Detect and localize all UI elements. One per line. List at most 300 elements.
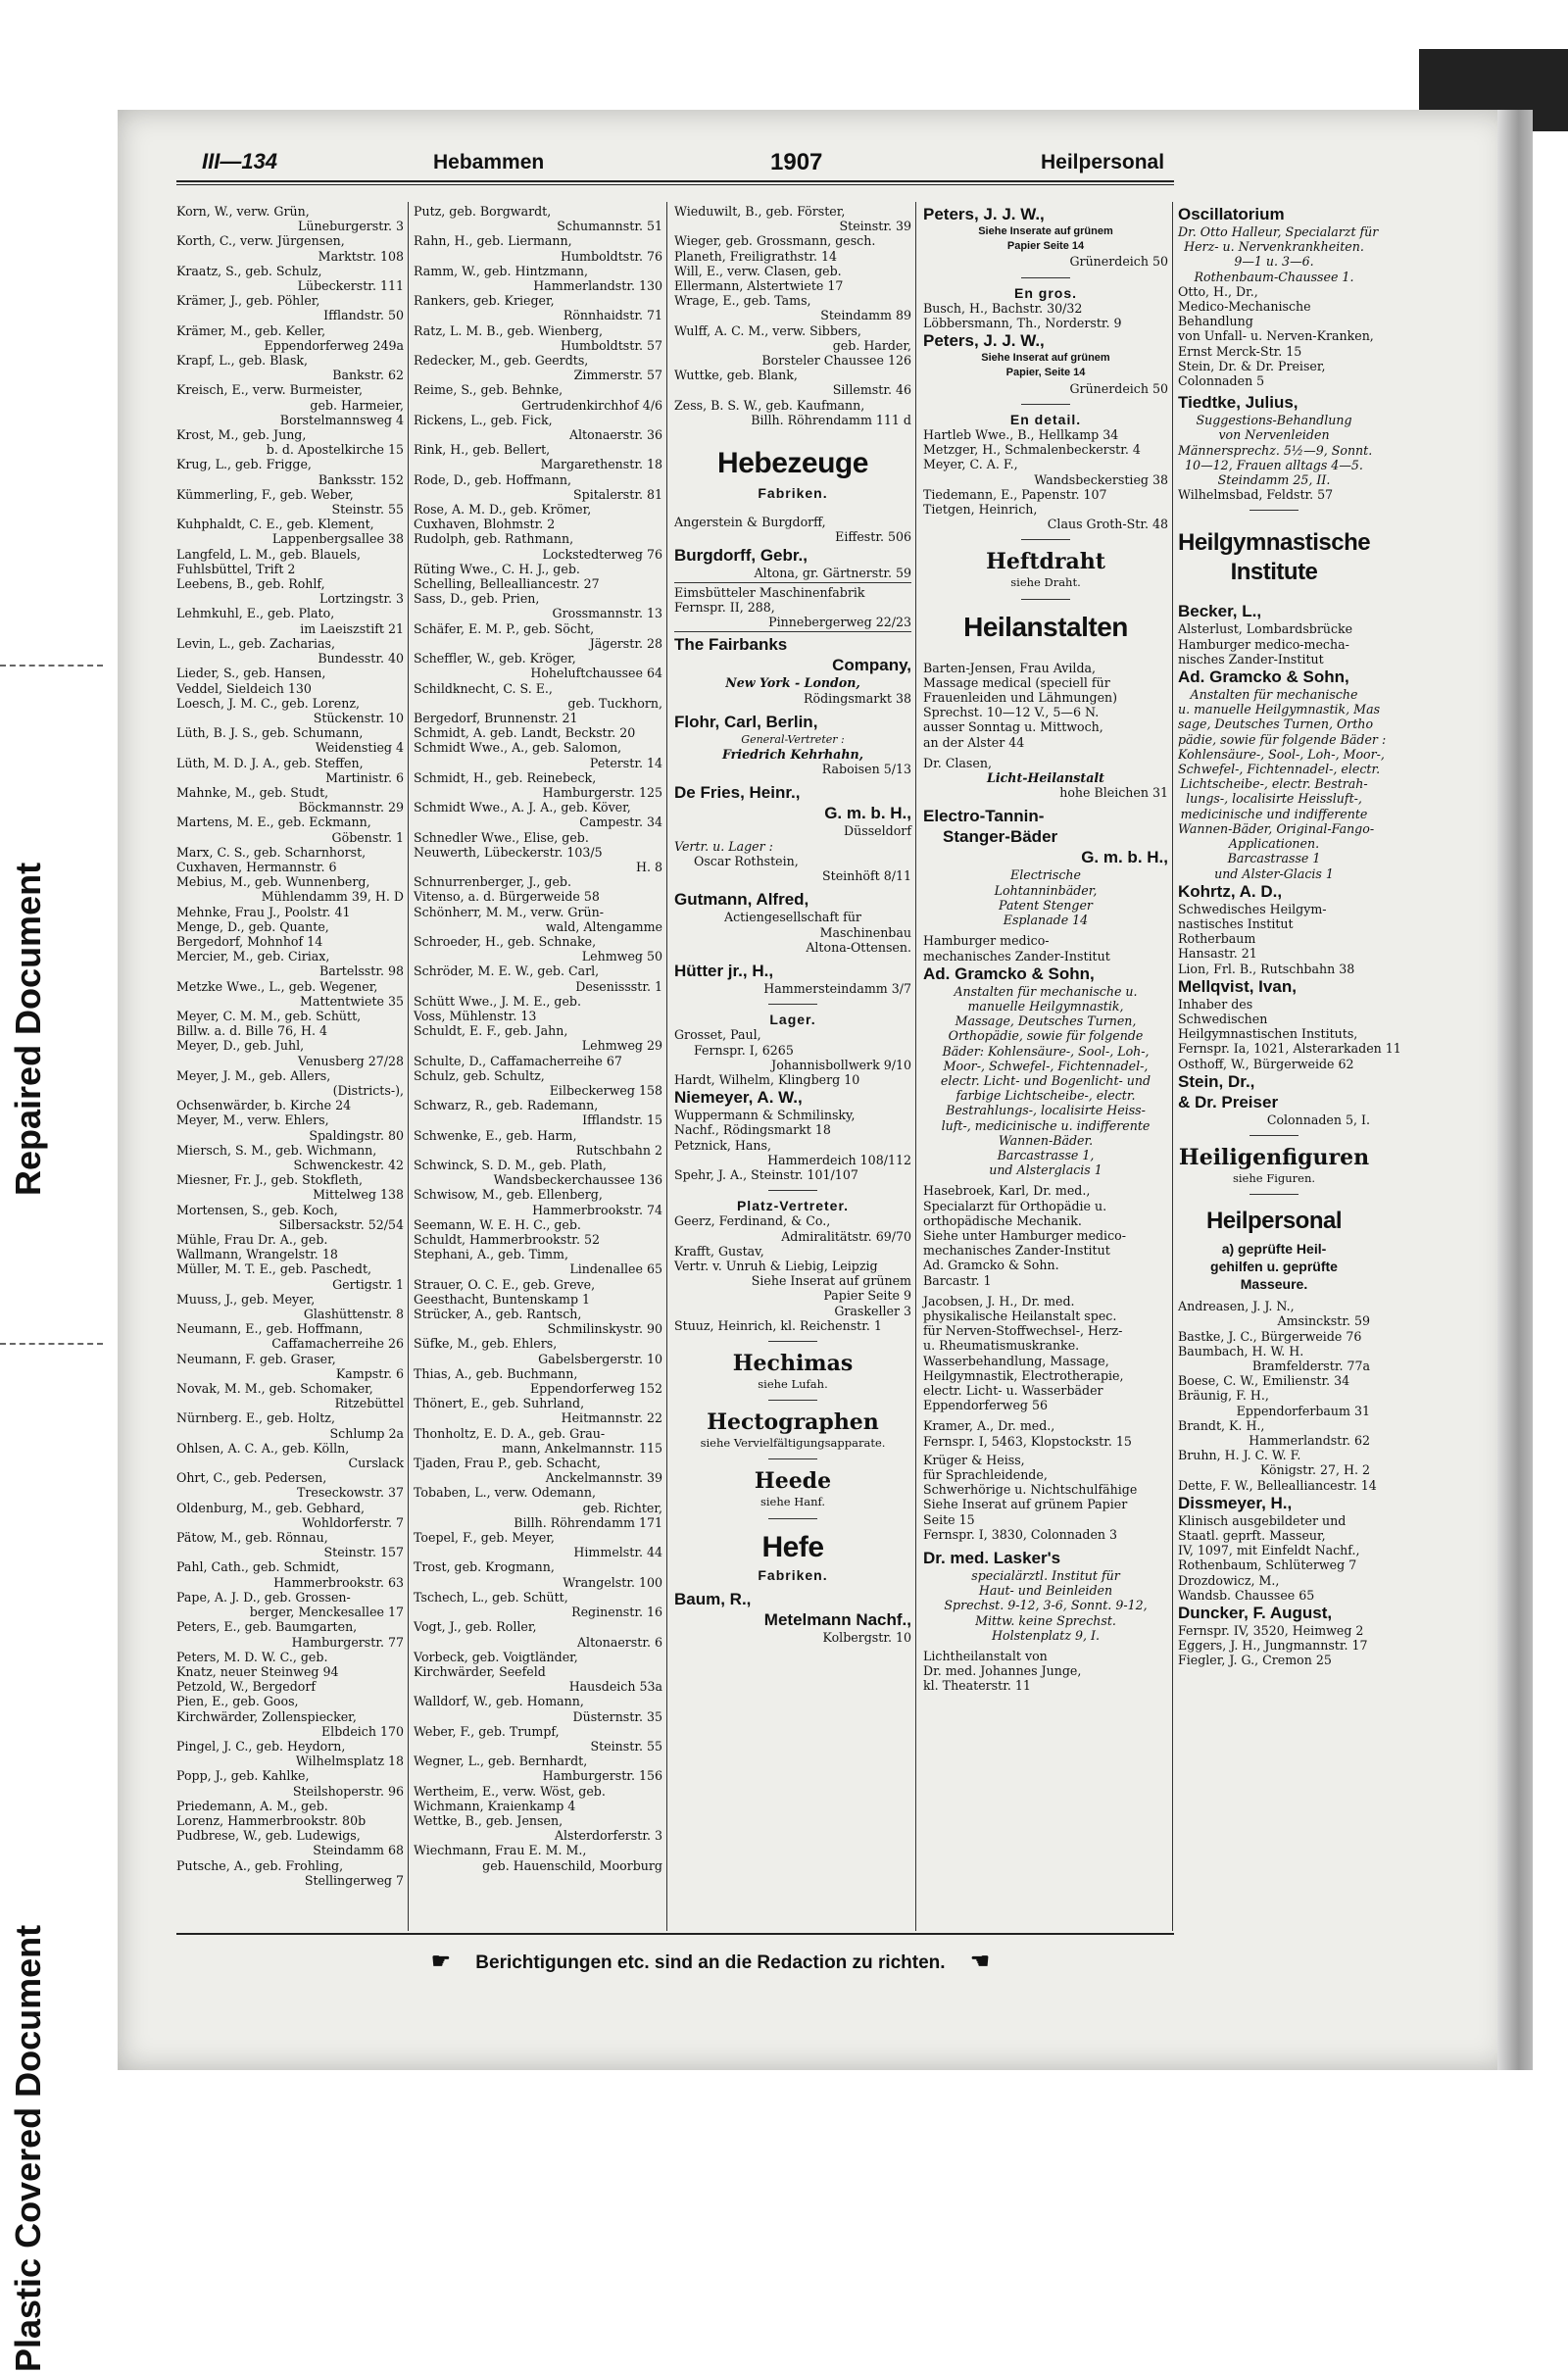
directory-line: Humboldtstr. 76: [560, 248, 662, 264]
header-rule: [176, 180, 1174, 182]
fold-dash-line: [0, 665, 103, 667]
jacobsen-line: Eppendorferweg 56: [923, 1398, 1049, 1413]
masseure-entry: Brandt, K. H.,: [1178, 1417, 1265, 1433]
gramcko-line: farbige Lichtscheibe-, electr.: [956, 1088, 1136, 1104]
directory-line: berger, Menckesallee 17: [249, 1605, 404, 1620]
directory-line: Schäfer, E. M. P., geb. Söcht,: [414, 620, 595, 636]
directory-line: Ramm, W., geb. Hintzmann,: [414, 263, 588, 278]
lager-grosset-addr: Johannisbollwerk 9/10: [771, 1057, 911, 1072]
directory-line: Steinstr. 39: [839, 219, 911, 234]
directory-line: Billh. Röhrendamm 111 d: [751, 412, 911, 427]
directory-line: Neumann, E., geb. Hoffmann,: [176, 1321, 364, 1337]
directory-line: Campestr. 34: [579, 815, 662, 830]
directory-line: Rutschbahn 2: [575, 1142, 662, 1158]
directory-line: Meyer, D., geb. Juhl,: [176, 1038, 305, 1054]
directory-line: Pahl, Cath., geb. Schmidt,: [176, 1559, 340, 1575]
heading-heftdraht: Heftdraht: [986, 549, 1105, 575]
gramcko2-line: Lichtscheibe-, electr. Bestrah-: [1180, 776, 1368, 792]
directory-line: Silbersackstr. 52/54: [278, 1216, 404, 1232]
directory-line: Marx, C. S., geb. Scharnhorst,: [176, 844, 367, 860]
directory-line: Glashüttenstr. 8: [303, 1307, 404, 1322]
detail-lines: [923, 427, 1168, 531]
osc-line: Dr. Otto Halleur, Specialarzt für: [1178, 224, 1379, 239]
directory-line: Priedemann, A. M., geb.: [176, 1798, 328, 1813]
otto-line: Otto, H., Dr.,: [1178, 283, 1258, 299]
directory-line: Krämer, M., geb. Keller,: [176, 322, 326, 338]
kohrtz-line: Lion, Frl. B., Rutschbahn 38: [1178, 961, 1355, 976]
becker-line: Hamburger medico-mecha-: [1178, 636, 1349, 652]
directory-line: wald, Altengamme: [545, 918, 662, 934]
electro-line: Electrische: [1010, 867, 1081, 883]
directory-line: Anckelmannstr. 39: [545, 1470, 662, 1486]
directory-line: Metzke Wwe., L., geb. Wegener,: [176, 978, 378, 994]
directory-line: Steinstr. 55: [590, 1738, 662, 1754]
directory-line: Kirchwärder, Seefeld: [414, 1663, 546, 1679]
entry-mellqvist: Mellqvist, Ivan,: [1178, 976, 1297, 996]
directory-line: Rink, H., geb. Bellert,: [414, 442, 551, 458]
directory-line: Walldorf, W., geb. Homann,: [414, 1694, 584, 1709]
mellqvist-line: Schwedischen: [1178, 1011, 1268, 1026]
directory-line: Kümmerling, F., geb. Weber,: [176, 486, 354, 502]
directory-line: Borstelmannsweg 4: [279, 412, 404, 427]
directory-line: mann, Ankelmannstr. 115: [502, 1440, 662, 1456]
mellqvist-lines: [1178, 996, 1401, 1071]
directory-line: Treseckowstr. 37: [296, 1485, 404, 1501]
heading-hefe: Hefe: [761, 1530, 824, 1563]
entry-defries: De Fries, Heinr.,: [674, 783, 801, 803]
niemeyer-line: Spehr, J. A., Steinstr. 101/107: [674, 1166, 858, 1182]
directory-line: Voss, Mühlenstr. 13: [414, 1008, 537, 1023]
jacobsen-line: physikalische Heilanstalt spec.: [923, 1308, 1117, 1323]
directory-line: Schütt Wwe., J. M. E., geb.: [414, 993, 581, 1009]
lasker-line: specialärztl. Institut für: [971, 1568, 1120, 1584]
duncker-line: Fernspr. IV, 3520, Heimweg 2: [1178, 1623, 1364, 1638]
directory-line: Hammerbrookstr. 74: [532, 1202, 662, 1217]
directory-line: Hammerbrookstr. 63: [273, 1574, 404, 1590]
directory-line: Wegner, L., geb. Bernhardt,: [414, 1754, 588, 1769]
directory-line: Muuss, J., geb. Meyer,: [176, 1291, 316, 1307]
directory-line: Peters, M. D. W. C., geb.: [176, 1649, 328, 1664]
figuren-ref: siehe Figuren.: [1232, 1170, 1316, 1185]
niemeyer-line: Nachf., Rödingsmarkt 18: [674, 1122, 831, 1138]
directory-line: Wandsbeckerchaussee 136: [493, 1172, 662, 1188]
directory-line: Spaldingstr. 80: [309, 1127, 404, 1143]
directory-line: Trost, geb. Krogmann,: [414, 1559, 555, 1575]
directory-line: (Districts-),: [332, 1082, 404, 1098]
header-left-title: Hebammen: [433, 151, 545, 173]
entry-gutmann-l1: Actiengesellschaft für: [724, 910, 861, 925]
directory-line: Mattentwiete 35: [300, 993, 404, 1009]
engros-l2: Löbbersmann, Th., Norderstr. 9: [923, 316, 1122, 331]
gramcko-line: Massage, Deutsches Turnen,: [955, 1013, 1137, 1029]
pointing-hand-right-icon: ☚: [970, 1949, 990, 1973]
clasen-lines: [923, 756, 1168, 801]
heading-heede: Heede: [754, 1468, 832, 1495]
directory-line: Putz, geb. Borgwardt,: [414, 204, 552, 219]
kramer-line: Kramer, A., Dr. med.,: [923, 1418, 1055, 1434]
gramcko2-line: u. manuelle Heilgymnastik, Mas: [1178, 702, 1381, 717]
electro-line: Esplanade 14: [1003, 913, 1089, 928]
platz-line: Admiralitätstr. 69/70: [781, 1228, 911, 1244]
gramcko-lines: [923, 984, 1168, 1178]
directory-line: Marktstr. 108: [318, 248, 404, 264]
duncker-line: Fiegler, J. G., Cremon 25: [1178, 1653, 1332, 1668]
directory-line: Tobaben, L., verw. Odemann,: [414, 1485, 596, 1501]
directory-line: geb. Harmeier,: [310, 397, 404, 413]
directory-line: Steindamm 68: [313, 1843, 404, 1858]
heading-hechimas: Hechimas: [732, 1350, 854, 1376]
directory-line: Hamburgerstr. 125: [542, 784, 662, 800]
directory-line: Thönert, E., geb. Suhrland,: [414, 1396, 585, 1411]
directory-line: Süfke, M., geb. Ehlers,: [414, 1336, 558, 1352]
directory-line: Geesthacht, Buntenskamp 1: [414, 1291, 591, 1307]
directory-line: Kirchwärder, Zollenspiecker,: [176, 1708, 357, 1724]
krueger-line: Krüger & Heiss,: [923, 1452, 1025, 1467]
directory-line: Wilhelmsplatz 18: [295, 1754, 404, 1769]
gramcko2-line: Kohlensäure-, Sool-, Loh-, Moor-,: [1178, 746, 1385, 762]
detail-line: Claus Groth-Str. 48: [1047, 517, 1168, 532]
licht-line: Dr. med. Johannes Junge,: [923, 1663, 1082, 1679]
mellqvist-line: Inhaber des: [1178, 996, 1253, 1012]
directory-line: Gabelsbergerstr. 10: [538, 1351, 662, 1366]
entry-flohr-addr: Raboisen 5/13: [821, 762, 911, 777]
gramcko2-line: Schwefel-, Fichtennadel-, electr.: [1178, 762, 1381, 777]
directory-line: Sillemstr. 46: [832, 382, 911, 398]
page-number: III—134: [202, 149, 278, 173]
barten-line: Massage medical (speciell für: [923, 674, 1110, 690]
directory-line: Stückenstr. 10: [313, 710, 404, 725]
directory-line: Wichmann, Kraienkamp 4: [414, 1798, 576, 1813]
kohrtz-line: Rotherbaum: [1178, 931, 1256, 947]
directory-line: Schmidt Wwe., A. J. A., geb. Köver,: [414, 800, 631, 815]
hasebroek-line: Specialarzt für Orthopädie u.: [923, 1198, 1107, 1213]
barten-line: Barten-Jensen, Frau Avilda,: [923, 660, 1097, 675]
dissmeyer-line: Wandsb. Chaussee 65: [1178, 1587, 1315, 1603]
gramcko2-lines: [1178, 687, 1387, 881]
directory-line: Popp, J., geb. Kahlke,: [176, 1768, 310, 1784]
directory-line: Ifflandstr. 50: [323, 308, 404, 323]
heading-heilpersonal: Heilpersonal: [1205, 1208, 1343, 1235]
clasen-line: Licht-Heilanstalt: [987, 770, 1104, 786]
detail-line: Wandsbeckerstieg 38: [1034, 471, 1168, 487]
directory-line: Putsche, A., geb. Frohling,: [176, 1857, 344, 1873]
subheading-platz: Platz-Vertreter.: [736, 1198, 850, 1214]
directory-line: Knatz, neuer Steinweg 94: [176, 1663, 339, 1679]
engros-l1: Busch, H., Bachstr. 30/32: [923, 300, 1083, 316]
krueger-line: Siehe Inserat auf grünem Papier: [923, 1497, 1128, 1512]
column-hebezeuge: [674, 204, 911, 1645]
peters2-l3: Grünerdeich 50: [1069, 380, 1168, 396]
directory-line: Kuhphaldt, C. E., geb. Klement,: [176, 517, 374, 532]
directory-line: Bergedorf, Mohnhof 14: [176, 933, 323, 949]
masseure-entry: Bräunig, F. H.,: [1178, 1388, 1269, 1404]
directory-line: Lorenz, Hammerbrookstr. 80b: [176, 1812, 367, 1828]
kramer-line: Fernspr. I, 5463, Klopstockstr. 15: [923, 1433, 1132, 1449]
directory-line: Peterstr. 14: [589, 755, 662, 770]
directory-line: Scheffler, W., geb. Kröger,: [414, 651, 576, 667]
hamburger-line: mechanisches Zander-Institut: [923, 948, 1110, 964]
electro-lines: [923, 867, 1168, 927]
licht-line: Lichtheilanstalt von: [923, 1649, 1048, 1664]
lasker-line: Haut- und Beinleiden: [978, 1583, 1113, 1599]
hamburger-lines: [923, 933, 1168, 963]
osc-line: Herz- u. Nervenkrankheiten.: [1184, 239, 1364, 255]
directory-line: Schuldt, E. F., geb. Jahn,: [414, 1023, 568, 1039]
platz-line: Krafft, Gustav,: [674, 1243, 764, 1259]
masseure-entry: Bruhn, H. J. C. W. F.: [1178, 1448, 1301, 1463]
masseure-entry: Amsinckstr. 59: [1277, 1313, 1370, 1329]
hasebroek-line: Siehe unter Hamburger medico-: [923, 1227, 1126, 1243]
masseure-entry: Boese, C. W., Emilienstr. 34: [1178, 1373, 1350, 1389]
directory-line: Mehnke, Frau J., Poolstr. 41: [176, 904, 351, 919]
directory-line: Meyer, M., verw. Ehlers,: [176, 1112, 329, 1128]
platz-line: Geerz, Ferdinand, & Co.,: [674, 1213, 831, 1229]
peters2-l1: Siehe Inserat auf grünem: [981, 352, 1110, 365]
directory-line: Ellermann, Alstertwiete 17: [674, 278, 844, 294]
directory-line: Vorbeck, geb. Voigtländer,: [414, 1649, 578, 1664]
peters1-l2: Papier Seite 14: [1006, 240, 1085, 253]
detail-line: Tietgen, Heinrich,: [923, 502, 1038, 518]
dissmeyer-line: Rothenbaum, Schlüterweg 7: [1178, 1557, 1357, 1573]
directory-line: geb. Harder,: [832, 337, 911, 353]
hasebroek-line: Ad. Gramcko & Sohn.: [923, 1258, 1059, 1273]
entry-electro-3: G. m. b. H.,: [1081, 848, 1168, 867]
directory-line: Krug, L., geb. Frigge,: [176, 457, 312, 472]
platz-line: Graskeller 3: [834, 1303, 911, 1318]
column-midwives-1: [176, 204, 404, 1888]
entry-huetter-addr: Hammersteindamm 3/7: [763, 980, 911, 996]
subheading-engros: En gros.: [1013, 284, 1077, 301]
peters1-l3: Grünerdeich 50: [1069, 254, 1168, 270]
dissmeyer-line: Drozdowicz, M.,: [1178, 1572, 1280, 1588]
directory-line: Müller, M. T. E., geb. Paschedt,: [176, 1261, 372, 1277]
directory-line: Ohlsen, A. C. A., geb. Kölln,: [176, 1440, 350, 1456]
directory-line: Schuldt, Hammerbrookstr. 52: [414, 1232, 600, 1248]
directory-line: Eppendorferweg 249a: [264, 337, 404, 353]
subheading-fabriken: Fabriken.: [758, 485, 828, 502]
niemeyer-lines: [674, 1108, 911, 1182]
otto-lines: [1178, 283, 1374, 359]
heftdraht-ref: siehe Draht.: [1010, 575, 1081, 590]
entry-huetter: Hütter jr., H.,: [674, 961, 774, 980]
directory-line: Schmidt, A. geb. Landt, Beckstr. 20: [414, 725, 636, 741]
directory-line: Schwenke, E., geb. Harm,: [414, 1127, 577, 1143]
directory-line: Bartelsstr. 98: [319, 964, 404, 979]
directory-line: geb. Tuckhorn,: [567, 695, 662, 711]
tiedtke-line: Steindamm 25, II.: [1217, 472, 1331, 488]
becker-line: Alsterlust, Lombardsbrücke: [1178, 621, 1353, 637]
column-heilanstalten: [923, 204, 1168, 1694]
entry-oscillatorium: Oscillatorium: [1178, 205, 1285, 223]
dissmeyer-line: IV, 1097, mit Einfeldt Nachf.,: [1178, 1543, 1360, 1558]
directory-line: Ratz, L. M. B., geb. Wienberg,: [414, 322, 604, 338]
directory-line: Mercier, M., geb. Ciriax,: [176, 949, 330, 964]
directory-line: Bergedorf, Brunnenstr. 21: [414, 710, 578, 725]
subheading-detail: En detail.: [1009, 411, 1082, 427]
footer-rule: [176, 1933, 1174, 1935]
directory-line: Alsterdorferstr. 3: [554, 1828, 662, 1844]
entry-gutmann: Gutmann, Alfred,: [674, 890, 809, 910]
entry-gutmann-l2: Maschinenbau: [819, 924, 911, 940]
directory-line: Borsteler Chaussee 126: [761, 353, 911, 369]
masseure-entry: Baumbach, H. W. H.: [1178, 1343, 1304, 1359]
directory-line: geb. Hauenschild, Moorburg: [482, 1857, 662, 1873]
licht-lines: [923, 1649, 1168, 1694]
krueger-line: für Sprachleidende,: [923, 1467, 1048, 1482]
dissmeyer-lines: [1178, 1513, 1370, 1603]
directory-line: Zess, B. S. W., geb. Kaufmann,: [674, 397, 865, 413]
detail-line: Metzger, H., Schmalenbeckerstr. 4: [923, 442, 1141, 458]
directory-line: Schelling, Bellealliancestr. 27: [414, 576, 600, 592]
entry-burgdorff: Burgdorff, Gebr.,: [674, 545, 808, 565]
mellqvist-line: Heilgymnastischen Instituts,: [1178, 1026, 1358, 1042]
directory-line: Mebius, M., geb. Wunnenberg,: [176, 874, 370, 890]
jacobsen-line: für Nerven-Stoffwechsel-, Herz-: [923, 1323, 1123, 1339]
column-divider: [666, 202, 667, 1931]
directory-line: Vogt, J., geb. Roller,: [414, 1619, 537, 1635]
masseure-heading-line: gehilfen u. geprüfte: [1210, 1259, 1338, 1275]
directory-line: Schmidt, H., geb. Reinebeck,: [414, 769, 597, 785]
entry-dissmeyer: Dissmeyer, H.,: [1178, 1493, 1293, 1512]
directory-line: Kampstr. 6: [335, 1365, 404, 1381]
entry-fairbanks: The Fairbanks: [674, 635, 788, 655]
directory-line: Mortensen, S., geb. Koch,: [176, 1202, 338, 1217]
directory-line: Jägerstr. 28: [589, 635, 662, 651]
directory-line: Schmilinskystr. 90: [547, 1321, 662, 1337]
gramcko-line: electr. Licht- und Bogenlicht- und: [940, 1072, 1152, 1088]
header-rule-thin: [176, 184, 1174, 185]
lasker-line: Sprechst. 9-12, 3-6, Sonnt. 9-12,: [944, 1598, 1148, 1613]
lager-hardt: Hardt, Wilhelm, Klingberg 10: [674, 1071, 860, 1087]
heede-ref: siehe Hanf.: [760, 1495, 826, 1509]
platz-lines: [674, 1213, 911, 1333]
platz-line: Siehe Inserat auf grünem: [751, 1273, 911, 1289]
directory-line: Mahnke, M., geb. Studt,: [176, 784, 329, 800]
gramcko-line: luft-, medicinische u. indifferente: [941, 1117, 1151, 1133]
directory-line: geb. Richter,: [582, 1500, 662, 1515]
directory-line: Seemann, W. E. H. C., geb.: [414, 1216, 581, 1232]
entry-defries-gmbh: G. m. b. H.,: [824, 804, 911, 823]
kramer-lines: [923, 1418, 1168, 1448]
jacobsen-lines: [923, 1294, 1168, 1413]
directory-line: Fuhlsbüttel, Trift 2: [176, 561, 296, 576]
directory-line: Will, E., verw. Clasen, geb.: [674, 263, 842, 278]
directory-line: Meyer, J. M., geb. Allers,: [176, 1067, 331, 1083]
directory-line: Miersch, S. M., geb. Wichmann,: [176, 1142, 377, 1158]
directory-line: Gertigstr. 1: [332, 1276, 404, 1292]
tiedtke-line: Männersprechz. 5½—9, Sonnt.: [1178, 442, 1373, 458]
directory-line: Desenissstr. 1: [575, 978, 662, 994]
detail-line: Meyer, C. A. F.,: [923, 457, 1018, 472]
directory-line: Petzold, W., Bergedorf: [176, 1679, 317, 1695]
footer-text: Berichtigungen etc. sind an die Redaction zu richten.: [475, 1952, 946, 1973]
lager-grosset: Grosset, Paul,: [674, 1027, 761, 1043]
directory-line: Loesch, J. M. C., geb. Lorenz,: [176, 695, 360, 711]
entry-eimsbuetteler: Eimsbütteler Maschinenfabrik: [674, 584, 865, 600]
directory-line: Schwisow, M., geb. Ellenberg,: [414, 1187, 603, 1203]
directory-line: Ohrt, C., geb. Pedersen,: [176, 1470, 327, 1486]
fold-dash-line: [0, 1343, 103, 1345]
entry-baum: Baum, R.,: [674, 1589, 752, 1608]
entry-duncker: Duncker, F. August,: [1178, 1604, 1333, 1622]
directory-line: Wertheim, E., verw. Wöst, geb.: [414, 1783, 606, 1799]
directory-line: Schildknecht, C. S. E.,: [414, 680, 553, 696]
directory-line: Rickens, L., geb. Fick,: [414, 412, 553, 427]
directory-line: Wallmann, Wrangelstr. 18: [176, 1247, 338, 1262]
directory-line: Wulff, A. C. M., verw. Sibbers,: [674, 322, 861, 338]
directory-line: Cuxhaven, Blohmstr. 2: [414, 517, 556, 532]
directory-line: Lappenbergsallee 38: [271, 531, 404, 547]
directory-line: Mühlendamm 39, H. D: [261, 889, 404, 905]
heading-hectographen: Hectographen: [707, 1409, 879, 1436]
directory-line: Rudolph, geb. Rathmann,: [414, 531, 574, 547]
otto-line: Medico-Mechanische: [1178, 299, 1311, 315]
directory-line: Billh. Röhrendamm 171: [514, 1514, 662, 1530]
clasen-line: Dr. Clasen,: [923, 755, 992, 770]
directory-line: Rose, A. M. D., geb. Krömer,: [414, 502, 592, 518]
directory-line: Wuttke, geb. Blank,: [674, 368, 798, 383]
subheading-lager: Lager.: [769, 1012, 816, 1028]
directory-line: Himmelstr. 44: [573, 1545, 662, 1560]
directory-line: Margarethenstr. 18: [540, 457, 662, 472]
column-midwives-2: [414, 204, 662, 1873]
entry-fairbanks-addr: Rödingsmarkt 38: [804, 690, 911, 706]
midwives-continued: [674, 204, 911, 427]
entry-eimsbuetteler-addr: Pinnebergerweg 22/23: [768, 615, 911, 630]
kohrtz-line: nastisches Institut: [1178, 915, 1294, 931]
directory-line: im Laeiszstift 21: [300, 620, 404, 636]
osc-line: 9—1 u. 3—6.: [1234, 254, 1314, 270]
krueger-line: Seite 15: [923, 1511, 975, 1527]
directory-line: Menge, D., geb. Quante,: [176, 918, 329, 934]
directory-line: Pudbrese, W., geb. Ludewigs,: [176, 1828, 361, 1844]
directory-line: Krost, M., geb. Jung,: [176, 427, 307, 443]
gramcko2-line: Wannen-Bäder, Original-Fango-: [1178, 820, 1375, 836]
directory-line: Schmidt Wwe., A., geb. Salomon,: [414, 740, 622, 756]
stein-lines: [1178, 359, 1370, 388]
otto-line: Behandlung: [1178, 314, 1253, 329]
entry-stein-preiser: Stein, Dr.,: [1178, 1071, 1255, 1091]
directory-line: Stephani, A., geb. Timm,: [414, 1247, 568, 1262]
directory-line: Eppendorferweg 152: [529, 1381, 662, 1397]
peters2-l2: Papier, Seite 14: [1005, 367, 1086, 379]
platz-line: Stuuz, Heinrich, kl. Reichenstr. 1: [674, 1317, 882, 1333]
electro-line: Lohtanninbäder,: [994, 882, 1098, 898]
gramcko2-line: Barcastrasse 1: [1227, 851, 1321, 866]
directory-line: Lüth, B. J. S., geb. Schumann,: [176, 725, 364, 741]
directory-line: Levin, L., geb. Zacharias,: [176, 635, 335, 651]
directory-line: Lockstedterweg 76: [542, 546, 662, 562]
directory-line: Ifflandstr. 15: [582, 1112, 662, 1128]
directory-line: Kreisch, E., verw. Burmeister,: [176, 382, 364, 398]
directory-line: Düsternstr. 35: [572, 1708, 662, 1724]
directory-line: Heitmannstr. 22: [561, 1410, 662, 1426]
barten-line: ausser Sonntag u. Mittwoch,: [923, 719, 1103, 735]
entry-kohrtz: Kohrtz, A. D.,: [1178, 881, 1283, 901]
stein-line: Colonnaden 5: [1178, 373, 1265, 389]
directory-line: Böckmannstr. 29: [298, 800, 404, 815]
entry-peters-2: Peters, J. J. W.,: [923, 331, 1045, 351]
directory-line: Mühle, Frau Dr. A., geb.: [176, 1232, 328, 1248]
masseure-entry: Bramfelderstr. 77a: [1251, 1358, 1370, 1373]
directory-line: H. 8: [635, 859, 662, 874]
heading-heilanstalten: Heilanstalten: [963, 611, 1128, 642]
entry-fairbanks-city: New York - London,: [725, 675, 860, 691]
gramcko2-line: pädie, sowie für folgende Bäder :: [1178, 731, 1387, 747]
directory-line: Peters, E., geb. Baumgarten,: [176, 1619, 358, 1635]
directory-line: Langfeld, L. M., geb. Blauels,: [176, 546, 361, 562]
masseure-entry: Königstr. 27, H. 2: [1259, 1462, 1370, 1478]
